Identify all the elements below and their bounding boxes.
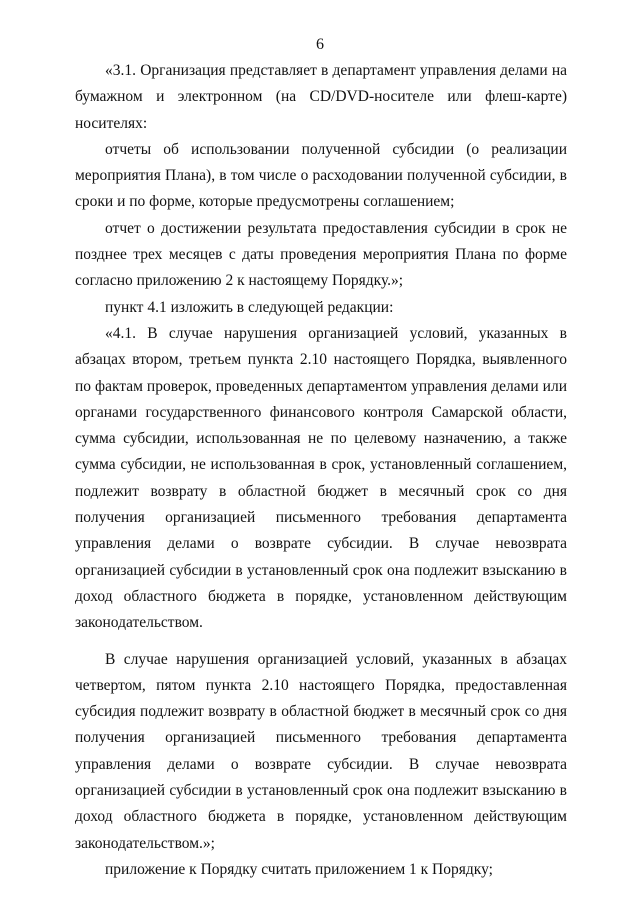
paragraph-violation-case: В случае нарушения организацией условий, указанных в абзацах четвертом, пятом пункта 2.10 настоящего Порядка, предоставленная субсидия подлежит возврату в областной бюджет в месячный срок со дня получения организацией письменного требования департамента управления делами о возврате субсидии. В случае невозврата организацией субсидии в установленный срок она подлежит взысканию в доход областного бюджета в порядке, установленном действующим законодательством.»; (75, 650, 567, 852)
document-body (75, 58, 567, 883)
paragraph-3-1: «3.1. Организация представляет в департамент управления делами на бумажном и электронном (на CD/DVD-носителе или флеш-карте) носителях: (75, 62, 567, 132)
paragraph-appendix-rename: приложение к Порядку считать приложением 1 к Порядку; (105, 860, 493, 878)
paragraph-amend-4-1: пункт 4.1 изложить в следующей редакции: (105, 298, 394, 316)
page-number: 6 (316, 36, 324, 53)
paragraph-report-result: отчет о достижении результата предоставления субсидии в срок не позднее трех месяцев с даты проведения мероприятия Плана по форме согласно приложению 2 к настоящему Порядку.»; (75, 219, 567, 290)
paragraph-4-1: «4.1. В случае нарушения организацией условий, указанных в абзацах втором, третьем пункта 2.10 настоящего Порядка, выявленного по фактам проверок, проведенных департаментом управления делами или органами государственного финансового контроля Самарской области, сумма субсидии, использованная не по целевому назначению, а также сумма субсидии, не использованная в срок, установленный соглашением, подлежит возврату в областной бюджет в месячный срок со дня получения организацией письменного требования департамента управления делами о возврате субсидии. В случае невозврата организацией субсидии в установленный срок она подлежит взысканию в доход областного бюджета в порядке, установленном действующим законодательством. (75, 324, 567, 632)
paragraph-reports-usage: отчеты об использовании полученной субсидии (о реализации мероприятия Плана), в том числе о расходовании полученной субсидии, в сроки и по форме, которые предусмотрены соглашением; (75, 140, 567, 211)
